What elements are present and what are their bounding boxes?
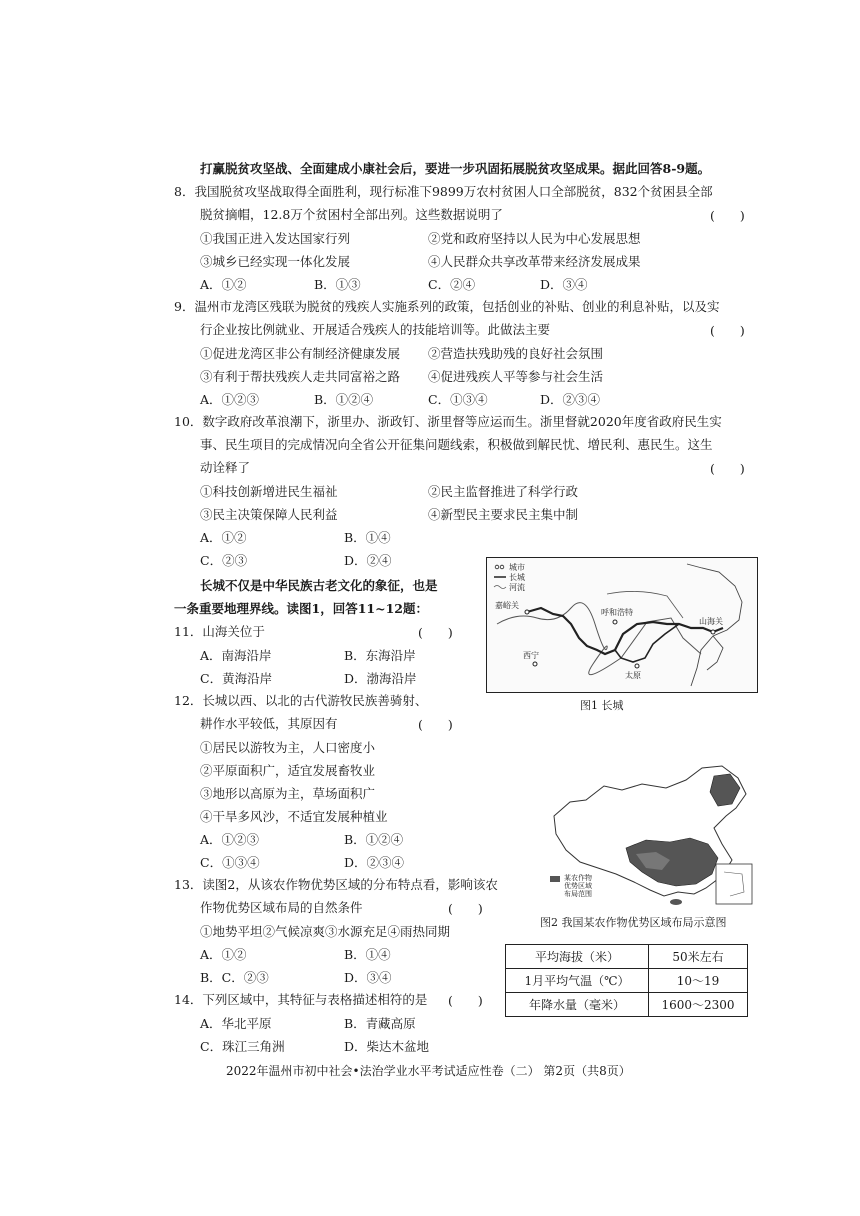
row-temp-value: 10～19 [649,969,748,993]
q8-stem-line1: 8．我国脱贫攻坚战取得全面胜利，现行标准下9899万农村贫困人口全部脱贫，832个贫困县全部 [174,184,713,199]
q12-answer-paren: ( ) [418,717,453,732]
label-taiyuan: 太原 [625,671,641,680]
q10-stem-line2: 事、民生项目的完成情况向全省公开征集问题线索，积极做到解民忧、增民利、惠民生。这生 [200,437,713,452]
row-rain-value: 1600～2300 [649,993,748,1017]
q9-choice-b: B．①②④ [314,392,374,407]
city-xining-icon [533,662,537,666]
q13-stem-line1: 13．读图2，从该农作物优势区域的分布特点看，影响该农 [174,877,498,892]
q10-stem-line3: 动诠释了 [200,460,251,475]
legend-river-icon [494,586,506,589]
legend-city-label: 城市 [509,563,525,572]
inner-wall-line [615,624,679,662]
q12-item-2: ②平原面积广，适宜发展畜牧业 [200,763,376,778]
figure-1-great-wall-map [486,557,758,693]
q14-answer-paren: ( ) [448,993,483,1008]
q9-item-3: ③有利于帮扶残疾人走共同富裕之路 [200,369,401,384]
legend-crop-line2: 优势区域 [564,882,592,890]
q14-choice-c: C．珠江三角洲 [200,1039,285,1054]
q13-choice-d: D．③④ [344,970,392,985]
q12-stem-line1: 12．长城以西、以北的古代游牧民族善骑射、 [174,693,428,708]
q10-choice-c: C．②③ [200,553,248,568]
q8-choice-d: D．③④ [540,277,588,292]
q11-choice-d: D．渤海沿岸 [344,671,417,686]
q14-choice-a: A．华北平原 [200,1016,272,1031]
q8-item-4: ④人民群众共享改革带来经济发展成果 [428,254,641,269]
q9-choice-d: D．②③④ [540,392,601,407]
q10-item-3: ③民主决策保障人民利益 [200,507,338,522]
intro-8-9: 打赢脱贫攻坚战、全面建成小康社会后，要进一步巩固拓展脱贫攻坚成果。据此回答8-9题。 [200,161,711,176]
q12-choice-b: B．①②④ [344,832,404,847]
label-xining: 西宁 [523,651,539,660]
q12-item-4: ④干旱多风沙，不适宜发展种植业 [200,809,388,824]
q9-choice-c: C．①③④ [428,392,488,407]
q12-item-3: ③地形以高原为主，草场面积广 [200,786,376,801]
q13-answer-paren: ( ) [448,901,483,916]
q13-choice-a: A．①② [200,947,247,962]
q9-answer-paren: ( ) [710,323,745,338]
q12-choice-c: C．①③④ [200,855,260,870]
q11-choice-a: A．南海沿岸 [200,648,272,663]
q8-answer-paren: ( ) [710,208,745,223]
legend-crop-line1: 某农作物 [564,874,592,882]
q11-choice-b: B．东海沿岸 [344,648,416,663]
city-jiayuguan-icon [525,610,529,614]
hainan-island [670,899,682,905]
q10-choice-a: A．①② [200,530,247,545]
city-hohhot-icon [613,620,617,624]
legend-river-label: 河流 [509,583,525,592]
q9-item-2: ②营造扶残助残的良好社会氛围 [428,346,604,361]
q12-choice-d: D．②③④ [344,855,405,870]
legend-city-icon [495,565,499,569]
q9-stem-line2: 行企业按比例就业、开展适合残疾人的技能培训等。此做法主要 [200,322,551,337]
q11-choice-c: C．黄海沿岸 [200,671,273,686]
q10-answer-paren: ( ) [710,461,745,476]
climate-table [505,944,748,1017]
q10-item-1: ①科技创新增进民生福祉 [200,484,338,499]
row-temp-label: 1月平均气温（℃） [506,969,649,993]
q14-choice-d: D．柴达木盆地 [344,1039,430,1054]
q9-stem-line1: 9．温州市龙湾区残联为脱贫的残疾人实施系列的政策，包括创业的补贴、创业的利息补贴，以及实 [174,299,720,314]
table-row [506,969,748,993]
q13-choice-b: B．①④ [344,947,391,962]
q8-choice-b: B．①③ [314,277,361,292]
q8-item-2: ②党和政府坚持以人民为中心发展思想 [428,231,641,246]
q8-choice-c: C．②④ [428,277,476,292]
row-altitude-value: 50米左右 [649,945,748,969]
q10-item-2: ②民主监督推进了科学行政 [428,484,579,499]
q10-stem-line1: 10．数字政府改革浪潮下，浙里办、浙政钉、浙里督等应运而生。浙里督就2020年度省政府民生实 [174,414,722,429]
table-row [506,993,748,1017]
label-jiayuguan: 嘉峪关 [495,601,519,610]
q11-stem: 11．山海关位于 [174,624,265,639]
q10-choice-b: B．①④ [344,530,391,545]
q13-choice-c: B．C．②③ [200,970,269,985]
q12-choice-a: A．①②③ [200,832,260,847]
row-altitude-label: 平均海拔（米） [506,945,649,969]
south-sea-inset [716,864,752,904]
q14-stem: 14．下列区域中，其特征与表格描述相符的是 [174,992,428,1007]
figure-2-caption: 图2 我国某农作物优势区域布局示意图 [540,916,727,929]
q9-item-1: ①促进龙湾区非公有制经济健康发展 [200,346,401,361]
q13-items: ①地势平坦②气候凉爽③水源充足④雨热同期 [200,924,451,939]
q14-choice-b: B．青藏高原 [344,1016,416,1031]
intro-11-12-line2: 一条重要地理界线。读图1，回答11~12题： [174,601,428,616]
table-row [506,945,748,969]
row-rain-label: 年降水量（毫米） [506,993,649,1017]
china-map-drawing [546,764,760,910]
q12-stem-line2: 耕作水平较低，其原因有 [200,716,338,731]
q10-item-4: ④新型民主要求民主集中制 [428,507,579,522]
figure-2-crop-map [546,764,760,910]
q11-answer-paren: ( ) [418,625,453,640]
q9-item-4: ④促进残疾人平等参与社会生活 [428,369,604,384]
q8-choice-a: A．①② [200,277,247,292]
label-hohhot: 呼和浩特 [601,608,633,617]
page-footer: 2022年温州市初中社会•法治学业水平考试适应性卷（二） 第2页（共8页） [226,1064,631,1078]
legend-crop-swatch [550,876,560,882]
q8-item-3: ③城乡已经实现一体化发展 [200,254,351,269]
legend-city-icon-2 [500,565,504,569]
q10-choice-d: D．②④ [344,553,392,568]
q9-choice-a: A．①②③ [200,392,260,407]
label-shanhaiguan: 山海关 [699,617,723,626]
legend-crop-line3: 布局范围 [564,890,592,898]
city-shanhaiguan-icon [711,630,715,634]
city-taiyuan-icon [635,664,639,668]
great-wall-map-drawing [487,558,757,692]
q8-item-1: ①我国正进入发达国家行列 [200,231,351,246]
bohai-coast [707,636,723,670]
figure-1-caption: 图1 长城 [580,699,624,712]
legend-wall-label: 长城 [509,573,525,582]
intro-11-12-line1: 长城不仅是中华民族古老文化的象征，也是 [200,578,438,593]
q13-stem-line2: 作物优势区域布局的自然条件 [200,900,363,915]
q8-stem-line2: 脱贫摘帽，12.8万个贫困村全部出列。这些数据说明了 [200,207,503,222]
q12-item-1: ①居民以游牧为主，人口密度小 [200,740,376,755]
